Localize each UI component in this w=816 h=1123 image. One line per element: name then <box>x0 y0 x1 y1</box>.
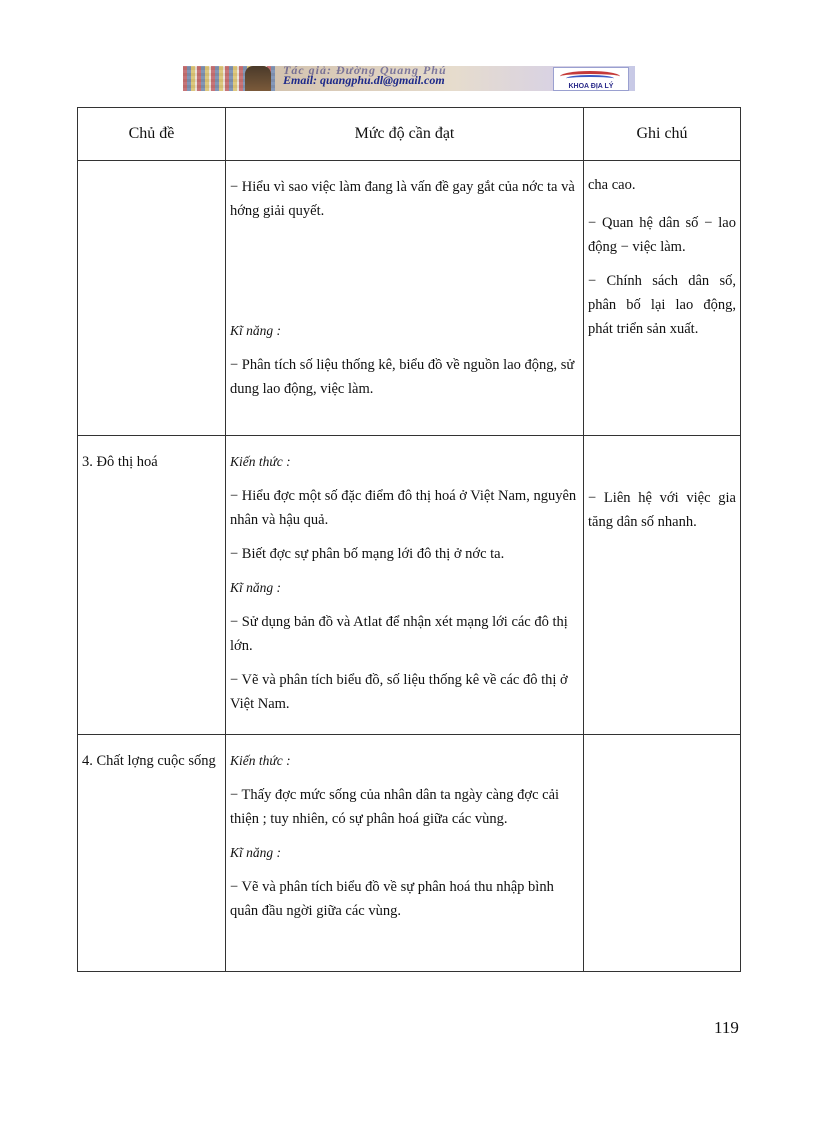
requirement-item: − Biết đợc sự phân bố mạng lới đô thị ở nớc ta. <box>230 546 505 562</box>
header-requirement: Mức độ cần đạt <box>226 108 584 161</box>
banner-author-line: Tác giả: Đường Quang Phú <box>283 66 447 77</box>
table-row <box>78 436 741 735</box>
requirement-cell <box>226 161 584 436</box>
requirement-item: − Vẽ và phân tích biểu đồ về sự phân hoá thu nhập bình quân đầu ngời giữa các vùng. <box>230 879 554 919</box>
skills-label: Kĩ năng : <box>230 845 282 860</box>
skills-label: Kĩ năng : <box>230 580 282 595</box>
topic-cell: 4. Chất lợng cuộc sống <box>78 735 226 972</box>
table-header-row <box>78 108 741 161</box>
note-item: − Quan hệ dân số − lao động − việc làm. <box>588 215 736 255</box>
page-number: 119 <box>714 1018 739 1037</box>
requirement-item: − Hiểu đợc một số đặc điểm đô thị hoá ở Việt Nam, nguyên nhân và hậu quả. <box>230 488 577 528</box>
faculty-logo <box>553 67 629 91</box>
topic-cell <box>78 161 226 436</box>
logo-swoosh-icon-2 <box>566 75 614 82</box>
note-item: − Chính sách dân số, phân bố lại lao động, phát triển sản xuất. <box>588 273 736 337</box>
header-notes: Ghi chú <box>584 108 741 161</box>
topic-cell: 3. Đô thị hoá <box>78 436 226 735</box>
banner-photo <box>245 66 271 91</box>
requirement-cell <box>226 436 584 735</box>
notes-cell <box>584 735 741 972</box>
requirement-item: − Phân tích số liệu thống kê, biểu đồ về nguồn lao động, sử dung lao động, việc làm. <box>230 357 575 397</box>
skills-label: Kĩ năng : <box>230 323 282 338</box>
note-item: − Liên hệ với việc gia tăng dân số nhanh. <box>588 490 736 530</box>
banner-email: Email: quangphu.dl@gmail.com <box>283 73 445 87</box>
note-item: cha cao. <box>588 177 636 193</box>
header-banner <box>183 66 635 91</box>
notes-cell <box>584 436 741 735</box>
table-row <box>78 161 741 436</box>
requirement-cell <box>226 735 584 972</box>
requirement-item: − Hiểu vì sao việc làm đang là vấn đề gay gắt của nớc ta và hớng giải quyết. <box>230 179 575 219</box>
header-topic: Chủ đề <box>78 108 226 161</box>
notes-cell <box>584 161 741 436</box>
knowledge-label: Kiến thức : <box>230 454 291 469</box>
curriculum-table <box>77 107 741 972</box>
requirement-item: − Sử dụng bản đồ và Atlat để nhận xét mạng lới các đô thị lớn. <box>230 614 568 654</box>
knowledge-label: Kiến thức : <box>230 753 291 768</box>
requirement-item: − Vẽ và phân tích biểu đồ, số liệu thống kê về các đô thị ở Việt Nam. <box>230 672 568 712</box>
logo-text: KHOA ĐỊA LÝ <box>568 83 614 90</box>
requirement-item: − Thấy đợc mức sống của nhân dân ta ngày càng đợc cải thiện ; tuy nhiên, có sự phân hoá giữa các vùng. <box>230 787 560 827</box>
table-row <box>78 735 741 972</box>
